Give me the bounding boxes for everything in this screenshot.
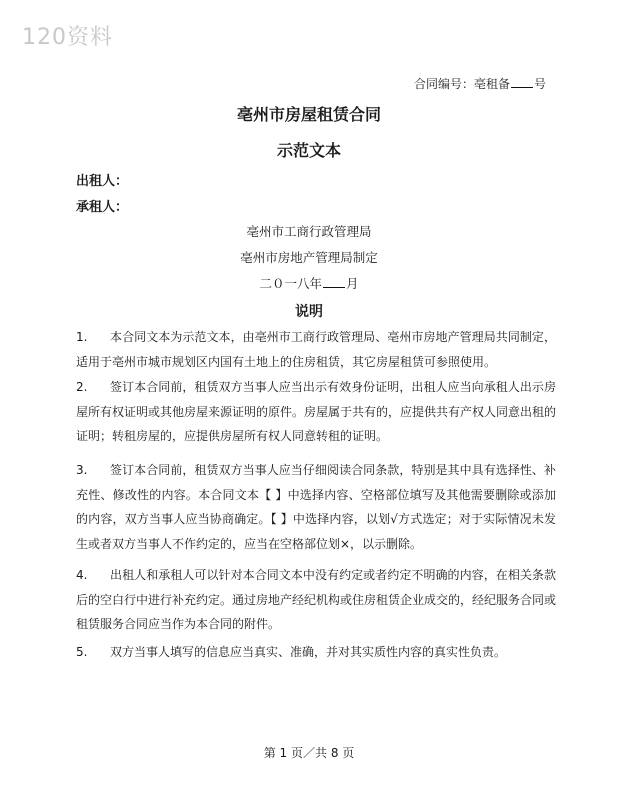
contract-number-label: 合同编号：亳租备 <box>413 77 510 91</box>
instruction-text: 签订本合同前，租赁双方当事人应当出示有效身份证明，出租人应当向承租人出示房屋所有权证明或其他房屋来源证明的原件。房屋属于共有的，应提供共有产权人同意出租的证明；转租房屋的，应提供房屋所有权人同意转租的证明。 <box>76 380 557 444</box>
instruction-item <box>76 325 556 374</box>
issue-date-suffix: 月 <box>346 276 359 291</box>
watermark: 120资料 <box>22 25 113 50</box>
instruction-number: 1. <box>76 330 88 344</box>
instruction-item <box>76 458 556 556</box>
issue-date-prefix: 二０一八年 <box>259 276 322 291</box>
page-footer: 第 1 页／共 8 页 <box>263 746 355 760</box>
instruction-item <box>76 563 556 637</box>
instruction-number: 3. <box>76 463 88 477</box>
instruction-number: 5. <box>76 645 88 659</box>
instruction-text: 双方当事人填写的信息应当真实、准确，并对其实质性内容的真实性负责。 <box>110 645 507 659</box>
document-title: 亳州市房屋租赁合同 <box>236 105 381 124</box>
instruction-number: 2. <box>76 380 88 394</box>
document-subtitle: 示范文本 <box>276 141 341 160</box>
instruction-item <box>76 375 556 449</box>
contract-number-blank <box>511 75 533 88</box>
lessor-label: 出租人： <box>76 174 129 189</box>
instruction-text: 出租人和承租人可以针对本合同文本中没有约定或者约定不明确的内容，在相关条款后的空白行中进行补充约定。通过房地产经纪机构或住房租赁企业成交的，经纪服务合同或租赁服务合同应当作为本合同的附件。 <box>76 568 557 632</box>
issuer-line-2: 亳州市房地产管理局制定 <box>240 250 378 265</box>
instruction-item <box>76 640 556 665</box>
contract-number-suffix: 号 <box>533 77 546 91</box>
instruction-text: 签订本合同前，租赁双方当事人应当仔细阅读合同条款，特别是其中具有选择性、补充性、修改性的内容。本合同文本【 】中选择内容、空格部位填写及其他需要删除或添加的内容，双方当事人应当协商确定。【 】中选择内容，以划√方式选定；对于实际情况未发生或者双方当事人不作约定的，应当在空格部位划×，以示删除。 <box>76 463 556 551</box>
issuer-line-1: 亳州市工商行政管理局 <box>246 224 372 239</box>
issue-date <box>0 274 618 292</box>
instructions-heading: 说明 <box>295 304 323 320</box>
instruction-text: 本合同文本为示范文本，由亳州市工商行政管理局、亳州市房地产管理局共同制定，适用于亳州市城市规划区内国有土地上的住房租赁，其它房屋租赁可参照使用。 <box>76 330 556 369</box>
issue-date-blank <box>323 275 345 288</box>
instruction-number: 4. <box>76 568 88 582</box>
contract-number <box>414 75 546 92</box>
lessee-label: 承租人： <box>76 200 129 215</box>
